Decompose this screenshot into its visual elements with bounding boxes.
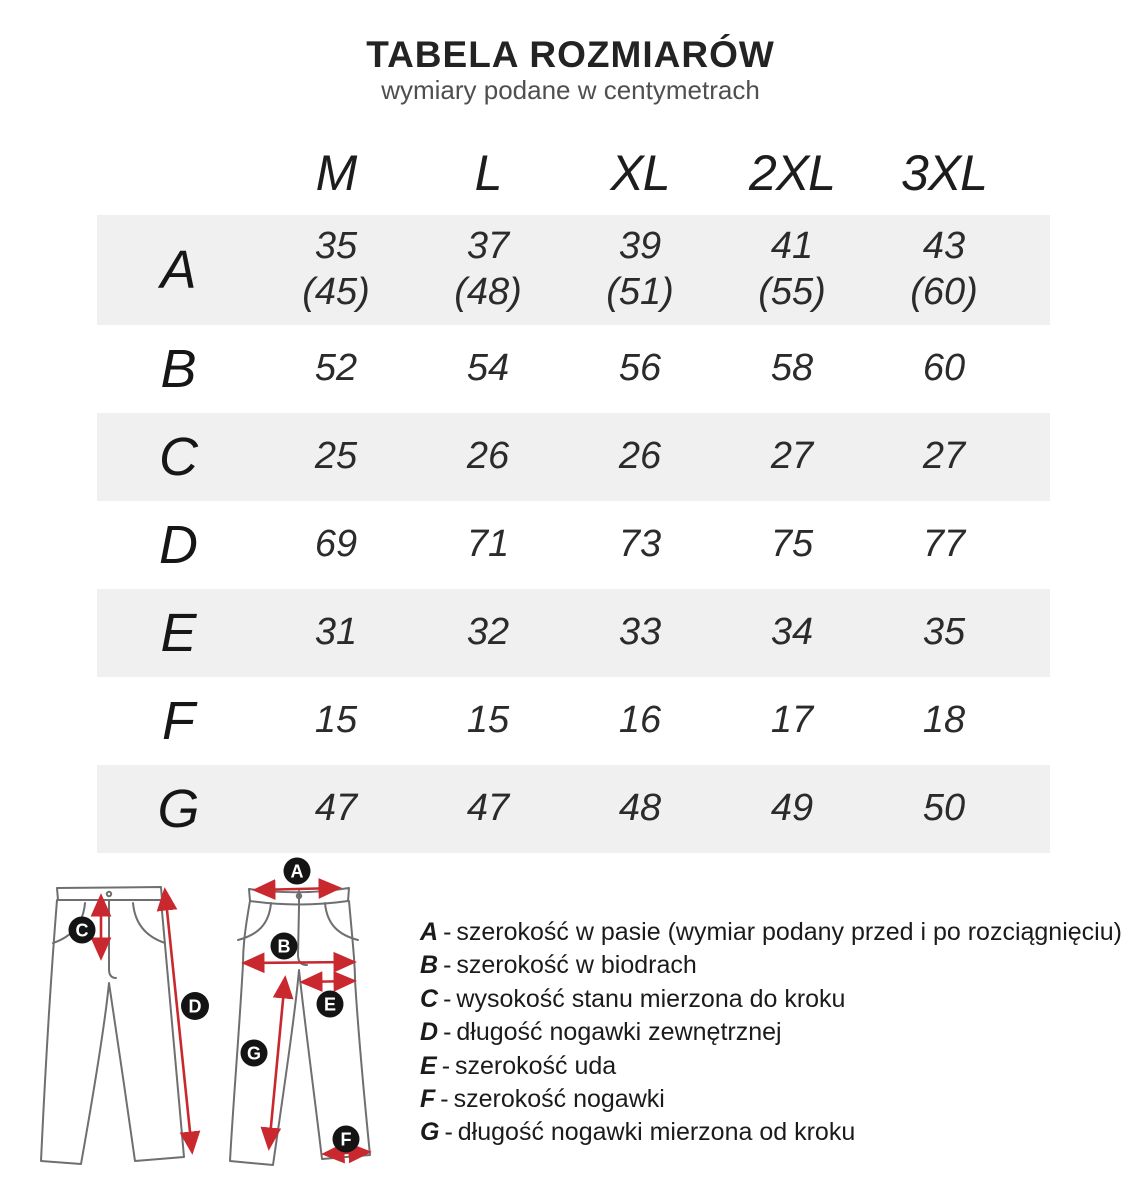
table-row-b [97, 325, 1050, 413]
size-table [97, 131, 1050, 853]
table-cell: 47 [314, 787, 358, 830]
badge-e [317, 991, 344, 1018]
table-cell: 32 [466, 611, 510, 654]
page-title: TABELA ROZMIARÓW [366, 34, 775, 75]
legend-separator: - [440, 1085, 449, 1114]
table-cell: 75 [770, 523, 814, 566]
badge-a [284, 858, 311, 885]
table-cell: 52 [314, 347, 358, 390]
svg-text:A: A [290, 861, 304, 882]
measure-arrow-e [303, 981, 353, 982]
pants-left-figure [41, 887, 184, 1164]
table-cell: 48 [618, 787, 662, 830]
pants-measurement-diagram [25, 855, 415, 1200]
svg-text:F: F [340, 1129, 352, 1150]
legend-text: długość nogawki zewnętrznej [456, 1018, 782, 1047]
legend-text: wysokość stanu mierzona do kroku [456, 984, 846, 1013]
table-row-a [97, 215, 1050, 325]
table-cell: 26 [466, 435, 510, 478]
row-label-e: E [160, 603, 197, 663]
table-cell: 34 [770, 611, 814, 654]
badge-c [69, 917, 96, 944]
legend-item-b [420, 949, 1140, 982]
size-header-3xl: 3XL [901, 145, 987, 201]
value-unstretched: 37 [466, 225, 510, 268]
table-cell: 31 [314, 611, 358, 654]
value-stretched: (55) [758, 271, 826, 313]
legend-item-f [420, 1083, 1140, 1116]
pants-right-figure [230, 888, 370, 1165]
table-row-e [97, 589, 1050, 677]
table-cell: 73 [618, 523, 662, 566]
table-cell: 15 [314, 699, 358, 742]
table-cell: 58 [770, 347, 814, 390]
table-row-g [97, 765, 1050, 853]
value-stretched: (48) [454, 271, 522, 313]
table-cell: 50 [922, 787, 966, 830]
table-cell: 33 [618, 611, 662, 654]
table-cell: 69 [314, 523, 358, 566]
legend-letter: C [420, 984, 439, 1013]
table-cell: 17 [770, 699, 814, 742]
legend-letter: D [420, 1018, 439, 1047]
legend-item-c [420, 983, 1140, 1016]
legend-item-d [420, 1016, 1140, 1049]
legend-separator: - [443, 918, 452, 946]
legend-separator: - [444, 1118, 453, 1147]
table-cell [260, 224, 412, 315]
legend-letter: A [420, 918, 439, 946]
legend-text: długość nogawki mierzona od kroku [457, 1118, 856, 1147]
row-label-g: G [157, 779, 200, 839]
badge-d [181, 992, 209, 1020]
badge-f [333, 1126, 360, 1153]
value-stretched: (45) [302, 271, 370, 313]
table-cell [716, 224, 868, 315]
table-cell: 54 [466, 347, 510, 390]
row-label-c: C [159, 427, 198, 487]
size-header-m: M [315, 145, 357, 201]
legend-item-e [420, 1050, 1140, 1083]
table-cell [412, 224, 564, 315]
measure-arrow-g [269, 979, 285, 1147]
legend-separator: - [443, 1018, 452, 1047]
table-cell: 27 [770, 435, 814, 478]
legend-letter: E [420, 1051, 437, 1080]
page-header [0, 36, 1141, 105]
table-cell: 25 [314, 435, 358, 478]
table-cell: 15 [466, 699, 510, 742]
table-cell: 35 [922, 611, 966, 654]
table-cell: 71 [466, 523, 510, 566]
table-cell: 60 [922, 347, 966, 390]
table-cell: 18 [922, 699, 966, 742]
measure-arrow-b [245, 962, 353, 963]
badge-b [271, 933, 298, 960]
svg-text:C: C [75, 920, 89, 941]
row-label-b: B [160, 339, 197, 399]
legend-text: szerokość w biodrach [456, 951, 697, 980]
legend-letter: F [420, 1085, 436, 1114]
table-cell: 26 [618, 435, 662, 478]
value-unstretched: 41 [770, 225, 814, 268]
badge-g [241, 1040, 268, 1067]
legend-letter: B [420, 951, 439, 980]
table-cell: 16 [618, 699, 662, 742]
legend-text: szerokość uda [455, 1051, 617, 1080]
svg-text:B: B [277, 936, 291, 957]
table-cell [564, 224, 716, 315]
table-cell [868, 224, 1020, 315]
table-cell: 47 [466, 787, 510, 830]
size-header-2xl: 2XL [749, 145, 835, 201]
legend-separator: - [443, 951, 452, 980]
table-row-d [97, 501, 1050, 589]
size-header-l: L [474, 145, 502, 201]
value-stretched: (60) [910, 271, 978, 313]
table-cell: 56 [618, 347, 662, 390]
value-stretched: (51) [606, 271, 674, 313]
legend-item-g [420, 1116, 1140, 1149]
table-cell: 49 [770, 787, 814, 830]
measurement-legend [420, 916, 1140, 1150]
svg-text:D: D [188, 996, 202, 1017]
measure-arrow-d [165, 891, 192, 1151]
legend-item-a [420, 916, 1140, 949]
legend-letter: G [420, 1118, 440, 1147]
legend-separator: - [443, 984, 452, 1013]
value-unstretched: 35 [314, 225, 358, 268]
measure-arrow-a [256, 888, 338, 890]
size-header-xl: XL [610, 145, 670, 201]
table-cell: 27 [922, 435, 966, 478]
svg-text:E: E [323, 994, 337, 1015]
table-cell: 77 [922, 523, 966, 566]
legend-text: szerokość nogawki [453, 1085, 665, 1114]
row-label-d: D [159, 515, 198, 575]
value-unstretched: 43 [922, 225, 966, 268]
legend-separator: - [441, 1051, 451, 1080]
size-header-row [97, 131, 1050, 215]
table-row-f [97, 677, 1050, 765]
legend-text: szerokość w pasie (wymiar podany przed i po rozciągnięciu) [456, 918, 1122, 946]
table-row-c [97, 413, 1050, 501]
row-label-a: A [160, 240, 197, 300]
value-unstretched: 39 [618, 225, 662, 268]
page-subtitle: wymiary podane w centymetrach [381, 75, 760, 105]
svg-text:G: G [246, 1043, 262, 1064]
row-label-f: F [162, 691, 195, 751]
